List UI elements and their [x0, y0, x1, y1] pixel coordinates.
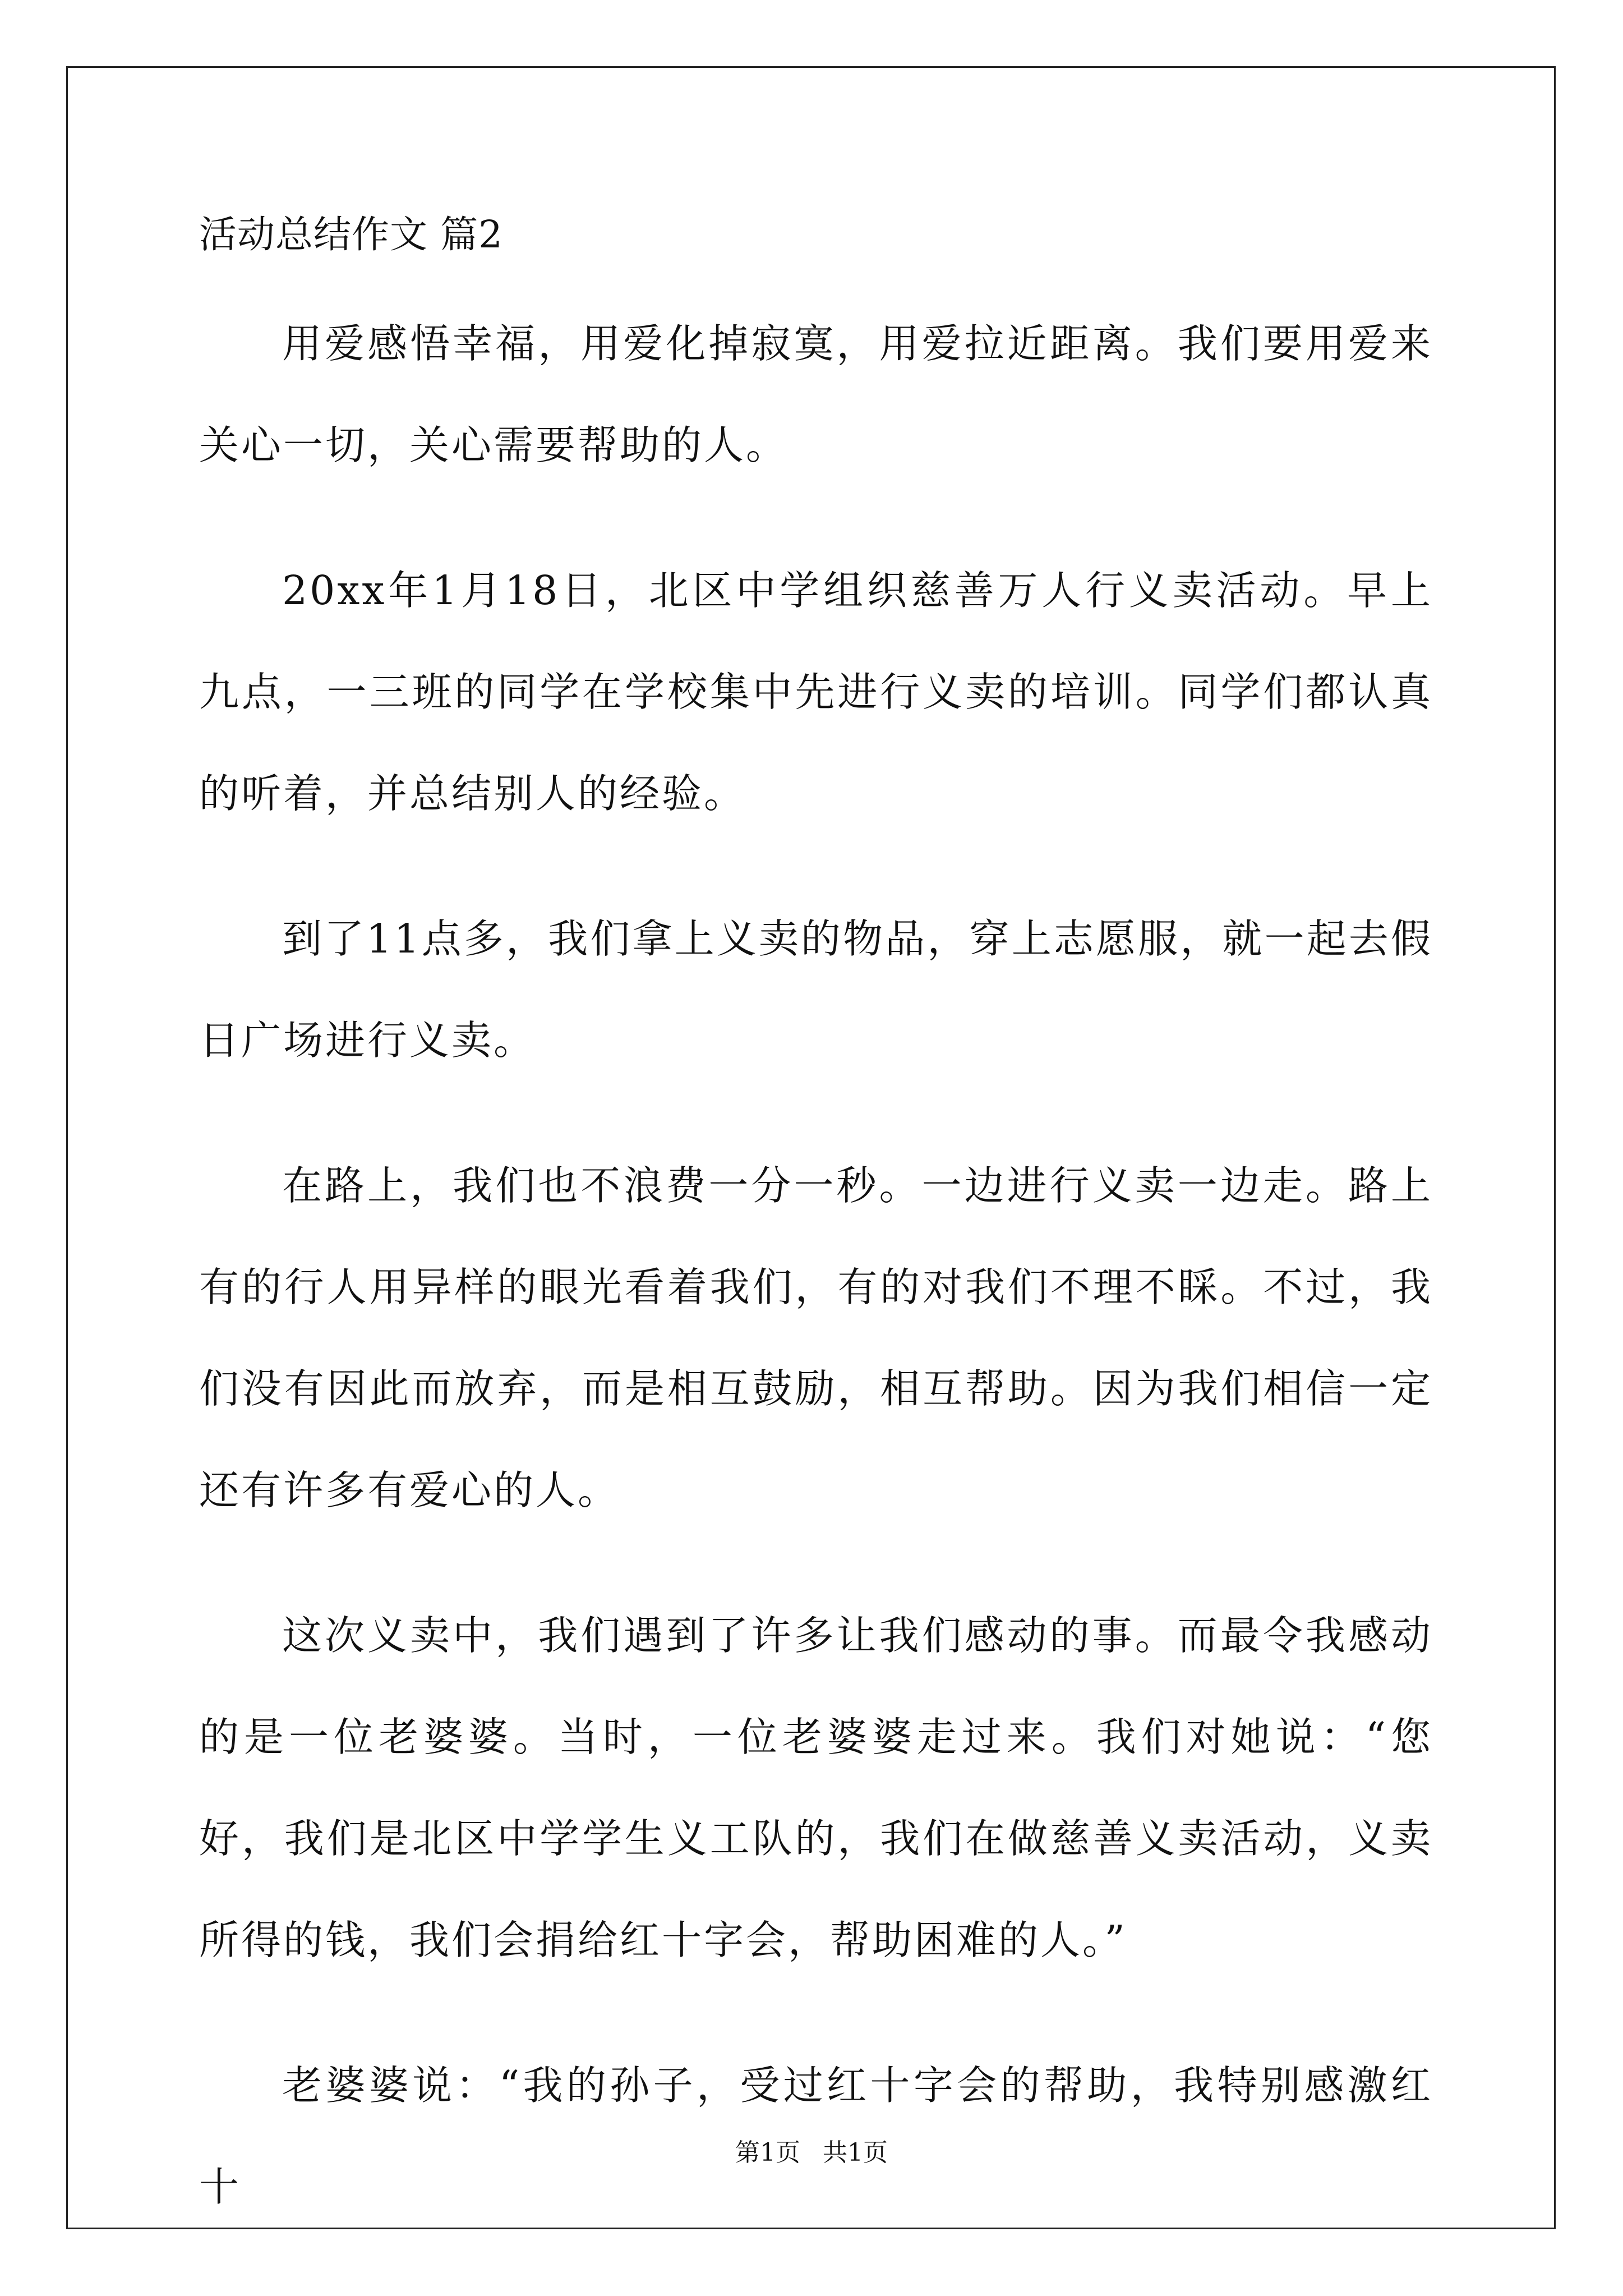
page-footer	[0, 2136, 1623, 2170]
paragraph-4: 在路上，我们也不浪费一分一秒。一边进行义卖一边走。路上有的行人用异样的眼光看着我们，有的对我们不理不睬。不过，我们没有因此而放弃，而是相互鼓励，相互帮助。因为我们相信一定还有许多有爱心的人。	[199, 1162, 1433, 1513]
page-total: 共1页	[823, 2138, 888, 2167]
paragraph-3: 到了11点多，我们拿上义卖的物品，穿上志愿服，就一起去假日广场进行义卖。	[199, 915, 1433, 1064]
paragraph-6: 老婆婆说：“我的孙子，受过红十字会的帮助，我特别感激红十	[199, 2062, 1433, 2210]
document-body	[199, 208, 1433, 2238]
page-number: 第1页	[735, 2138, 800, 2167]
paragraph-1: 用爱感悟幸福，用爱化掉寂寞，用爱拉近距离。我们要用爱来关心一切，关心需要帮助的人。	[199, 320, 1433, 468]
paragraph-5: 这次义卖中，我们遇到了许多让我们感动的事。而最令我感动的是一位老婆婆。当时，一位老婆婆走过来。我们对她说：“您好，我们是北区中学学生义工队的，我们在做慈善义卖活动，义卖所得的钱，我们会捐给红十字会，帮助困难的人。”	[199, 1612, 1433, 1963]
document-title: 活动总结作文 篇2	[199, 213, 503, 256]
paragraph-2: 20xx年1月18日，北区中学组织慈善万人行义卖活动。早上九点，一三班的同学在学校集中先进行义卖的培训。同学们都认真的听着，并总结别人的经验。	[199, 567, 1433, 817]
